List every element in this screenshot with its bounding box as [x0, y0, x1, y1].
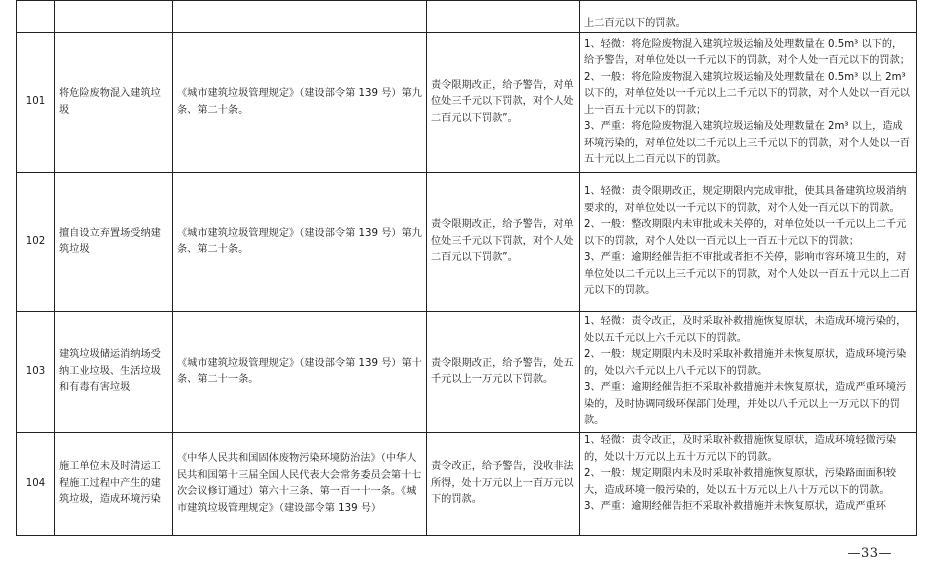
penalty-provision: 责令改正，给予警告，没收非法所得，处十万元以上一百万元以下的罚款。	[427, 433, 580, 536]
standard-serious: 3、严重：将危险废物混入建筑垃圾运输及处理数量在 2m³ 以上，造成环境污染的，对单位处以二千元以上三千元以下的罚款，对个人处以一百五十元以上二百元以下的罚款。	[584, 121, 910, 165]
standard-serious: 3、严重：逾期经催告拒不采取补救措施并未恢复原状，造成严重环	[584, 501, 886, 512]
table-row	[17, 173, 917, 312]
standard-minor: 1、轻微：责令限期改正，规定期限内完成审批，使其具备建筑垃圾消纳要求的，对单位处以一千元以下的罚款，对个人处一百元以下的罚款。	[584, 186, 907, 214]
violation-act: 施工单位未及时清运工程施工过程中产生的建筑垃圾，造成环境污染	[55, 433, 173, 536]
standard-general: 2、一般：将危险废物混入建筑垃圾运输及处理数量在 0.5m³ 以上 2m³ 以下的，对单位处以一千元以上二千元以下的罚款，对个人处以一百元以上一百五十元以下的罚款；	[584, 71, 910, 116]
standard-line: 上二百元以下的罚款。	[584, 17, 686, 29]
row-number: 101	[17, 33, 55, 173]
penalty-provision: 责令限期改正，给予警告，处五千元以上一万元以下罚款。	[427, 312, 580, 433]
legal-basis: 《中华人民共和国固体废物污染环境防治法》（中华人民共和国第十三届全国人民代表大会常务委员会第十七次会议修订通过）第六十三条、第一百一十一条。《城市建筑垃圾管理规定》（建设部令第 139 号）	[173, 433, 427, 536]
discretion-standards	[580, 173, 917, 312]
standard-minor: 1、轻微：责令改正，及时采取补救措施恢复原状，未造成环境污染的，处以五千元以上六千元以下的罚款。	[584, 316, 907, 344]
standard-minor: 1、轻微：将危险废物混入建筑垃圾运输及处理数量在 0.5m³ 以下的，给予警告，对单位处以一千元以下的罚款，对个人处一百元以下的罚款；	[584, 38, 910, 66]
legal-basis: 《城市建筑垃圾管理规定》（建设部令第 139 号）第九条、第二十条。	[173, 33, 427, 173]
discretion-standards	[580, 1, 917, 33]
discretion-standards	[580, 33, 917, 173]
standard-general: 2、一般：规定期限内未及时采取补救措施并未恢复原状，造成环境污染的，处以六千元以上八千元以下的罚款。	[584, 349, 907, 377]
standard-serious: 3、严重：逾期经催告拒不审批或者拒不关停，影响市容环境卫生的，对单位处以二千元以上三千元以下的罚款，对个人处以一百五十元以上二百元以下的罚款。	[584, 252, 910, 297]
table-row	[17, 1, 917, 33]
table-row	[17, 433, 917, 536]
penalty-provision: 责令限期改正，给予警告，对单位处三千元以下罚款，对个人处二百元以下罚款”。	[427, 173, 580, 312]
legal-basis: 《城市建筑垃圾管理规定》（建设部令第 139 号）第九条、第二十条。	[173, 173, 427, 312]
row-number: 102	[17, 173, 55, 312]
standard-general: 2、一般：整改期限内未审批或未关停的，对单位处以一千元以上二千元以下的罚款，对个人处以一百元以上一百五十元以下的罚款；	[584, 219, 907, 247]
standard-serious: 3、严重：逾期经催告拒不采取补救措施并未恢复原状，造成严重环境污染的，及时协调同级环保部门处理，并处以八千元以上一万元以下的罚款。	[584, 382, 907, 427]
legal-basis	[173, 1, 427, 33]
penalty-provision	[427, 1, 580, 33]
standard-general: 2、一般：规定期限内未及时采取补救措施恢复原状，污染路面面积较大，造成环境一般污染的，处以五十万元以上八十万元以下的罚款。	[584, 468, 897, 496]
discretion-standards	[580, 312, 917, 433]
row-number: 103	[17, 312, 55, 433]
row-number	[17, 1, 55, 33]
violation-act: 擅自设立弃置场受纳建筑垃圾	[55, 173, 173, 312]
legal-basis: 《城市建筑垃圾管理规定》（建设部令第 139 号）第十条、第二十一条。	[173, 312, 427, 433]
table-row	[17, 312, 917, 433]
regulation-table	[16, 0, 917, 536]
table-row	[17, 33, 917, 173]
penalty-provision: 责令限期改正，给予警告，对单位处三千元以下罚款，对个人处二百元以下罚款”。	[427, 33, 580, 173]
page-number: —33—	[847, 546, 892, 561]
row-number: 104	[17, 433, 55, 536]
standard-minor: 1、轻微：责令改正，及时采取补救措施恢复原状，造成环境轻微污染的，处以十万元以上五十万元以下的罚款。	[584, 435, 897, 463]
discretion-standards	[580, 433, 917, 536]
violation-act: 将危险废物混入建筑垃圾	[55, 33, 173, 173]
violation-act	[55, 1, 173, 33]
violation-act: 建筑垃圾储运消纳场受纳工业垃圾、生活垃圾和有毒有害垃圾	[55, 312, 173, 433]
